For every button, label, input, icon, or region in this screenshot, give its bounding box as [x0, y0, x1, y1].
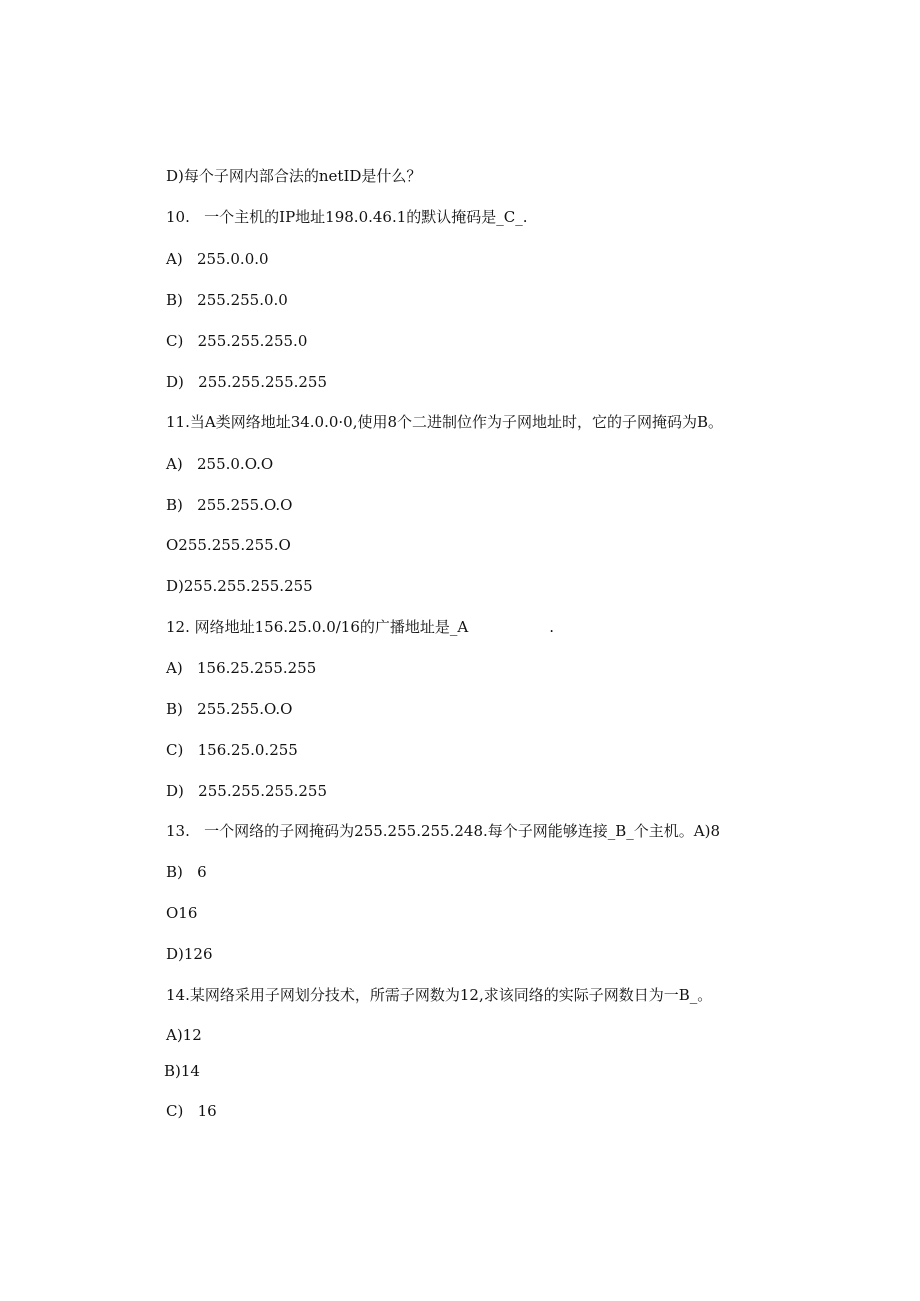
question-12: 12. 网络地址156.25.0.0/16的广播地址是_A . — [166, 618, 555, 636]
question-11-option-b: B) 255.255.O.O — [166, 496, 293, 514]
question-12-option-d: D) 255.255.255.255 — [166, 782, 328, 800]
question-10-option-b: B) 255.255.0.0 — [166, 291, 288, 309]
question-10: 10. 一个主机的IP地址198.0.46.1的默认掩码是_C_. — [166, 208, 528, 226]
question-13-option-b: B) 6 — [166, 863, 207, 881]
question-12-option-b: B) 255.255.O.O — [166, 700, 293, 718]
question-10-option-d: D) 255.255.255.255 — [166, 373, 328, 391]
question-11-option-c: O255.255.255.O — [166, 536, 291, 554]
question-13-option-c: O16 — [166, 904, 198, 922]
question-14-option-b: B)14 — [164, 1062, 200, 1080]
question-13-option-d: D)126 — [166, 945, 213, 963]
question-11: 11.当A类网络地址34.0.0·0,使用8个二进制位作为子网地址时，它的子网掩码为B。 — [166, 413, 724, 431]
question-11-option-d: D)255.255.255.255 — [166, 577, 313, 595]
question-14-option-a: A)12 — [166, 1026, 202, 1044]
question-14: 14.某网络采用子网划分技术，所需子网数为12,求该同络的实际子网数日为一B_。 — [166, 986, 713, 1004]
question-12-option-a: A) 156.25.255.255 — [166, 659, 317, 677]
question-9-part-d: D)每个子网内部合法的netID是什么？ — [166, 167, 422, 185]
question-14-option-c: C) 16 — [166, 1102, 217, 1120]
question-10-option-a: A) 255.0.0.0 — [166, 250, 269, 268]
question-13: 13. 一个网络的子网掩码为255.255.255.248.每个子网能够连接_B_个主机。A)8 — [166, 822, 721, 840]
question-11-option-a: A) 255.0.O.O — [166, 455, 274, 473]
question-12-option-c: C) 156.25.0.255 — [166, 741, 298, 759]
question-10-option-c: C) 255.255.255.0 — [166, 332, 308, 350]
